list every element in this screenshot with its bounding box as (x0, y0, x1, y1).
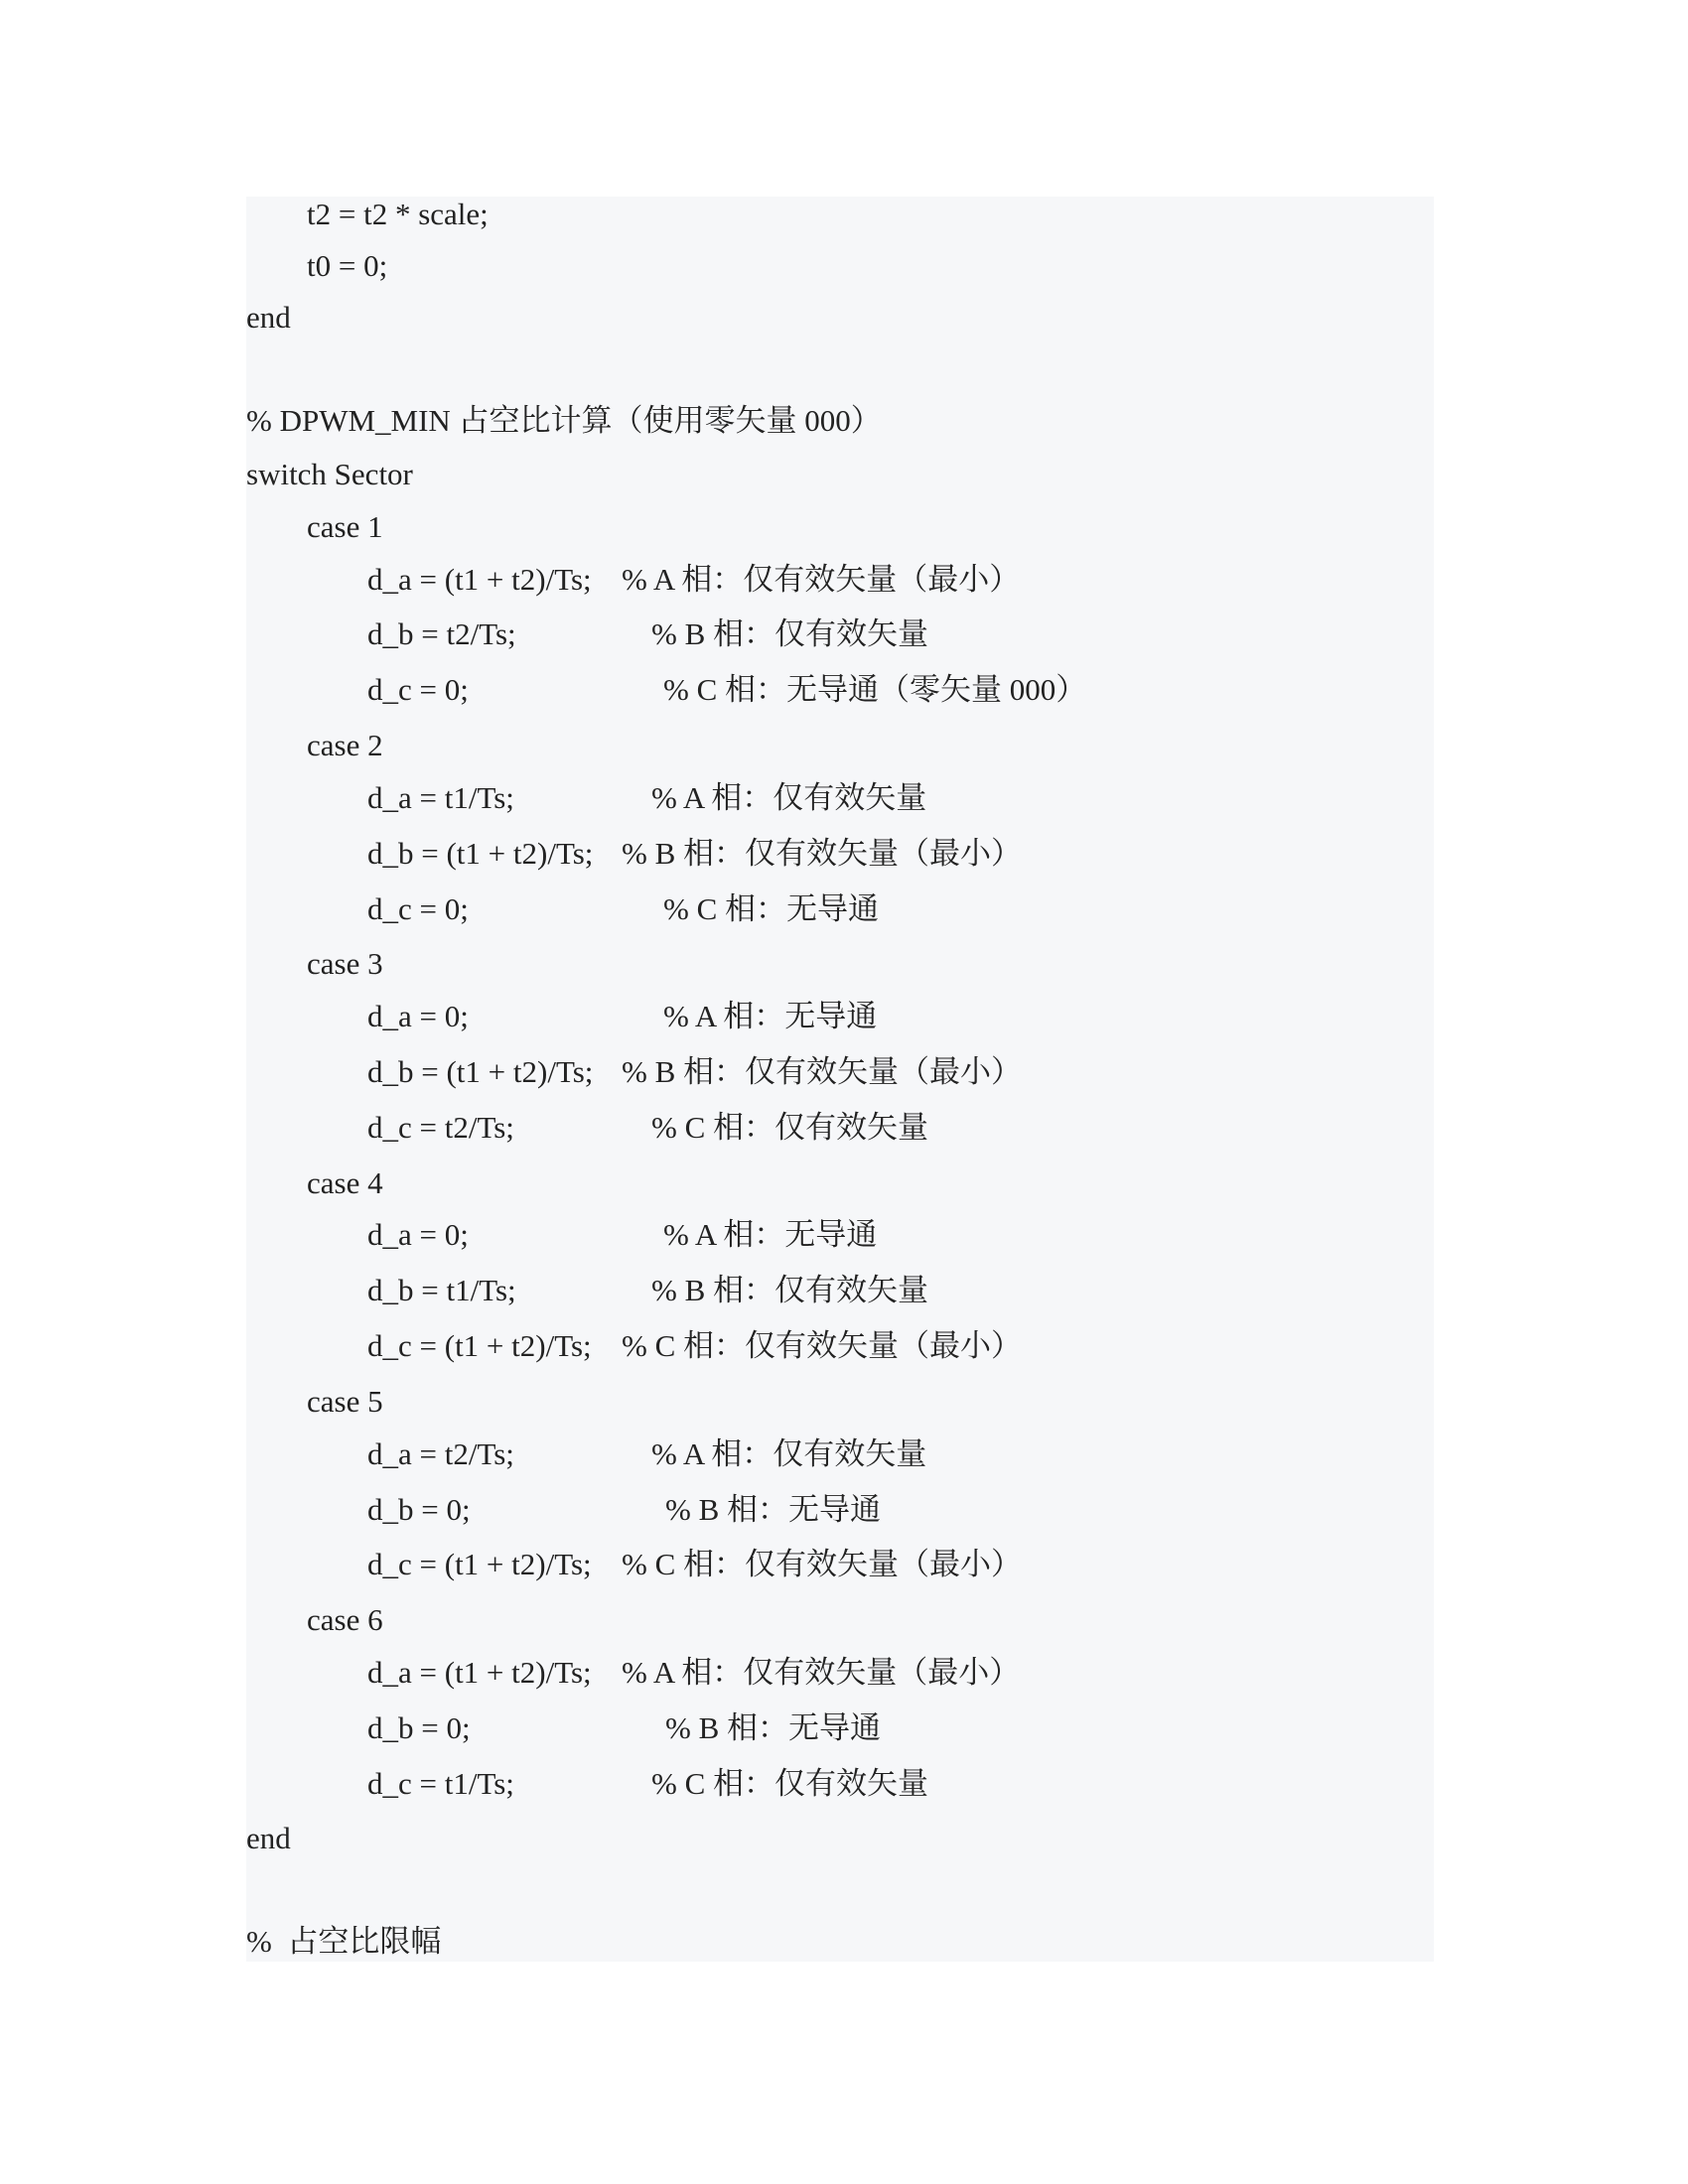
code-statement: d_c = 0; (367, 891, 469, 926)
code-statement: d_a = 0; (367, 1217, 469, 1252)
code-comment: % B 相：仅有效矢量（最小） (622, 836, 1022, 871)
code-statement: d_a = (t1 + t2)/Ts; (367, 562, 592, 597)
code-comment: % A 相：仅有效矢量 (651, 1436, 927, 1471)
code-statement: d_c = (t1 + t2)/Ts; (367, 1328, 592, 1363)
code-comment: % C 相：无导通（零矢量 000） (663, 672, 1087, 707)
code-comment: % B 相：无导通 (665, 1492, 881, 1527)
code-comment: % B 相：仅有效矢量 (651, 616, 928, 651)
code-comment: % A 相：无导通 (663, 1217, 878, 1252)
code-statement: d_c = t1/Ts; (367, 1766, 514, 1801)
code-comment: % A 相：仅有效矢量（最小） (622, 1655, 1021, 1690)
code-statement: d_b = 0; (367, 1492, 471, 1527)
code-statement: d_b = 0; (367, 1710, 471, 1745)
code-comment: % A 相：仅有效矢量 (651, 780, 927, 815)
case-label: case 2 (307, 728, 383, 762)
code-comment: % B 相：仅有效矢量 (651, 1273, 928, 1307)
code-line: t0 = 0; (307, 248, 388, 283)
case-label: case 1 (307, 509, 383, 544)
code-comment: % C 相：仅有效矢量（最小） (622, 1547, 1022, 1581)
code-line: end (246, 300, 291, 335)
code-comment: % A 相：仅有效矢量（最小） (622, 562, 1021, 597)
case-label: case 5 (307, 1384, 383, 1419)
code-line: switch Sector (246, 457, 413, 491)
code-comment-line: % DPWM_MIN 占空比计算（使用零矢量 000） (246, 403, 882, 438)
code-statement: d_c = (t1 + t2)/Ts; (367, 1547, 592, 1581)
code-comment: % C 相：仅有效矢量 (651, 1110, 928, 1145)
code-comment: % C 相：仅有效矢量（最小） (622, 1328, 1022, 1363)
code-statement: d_a = (t1 + t2)/Ts; (367, 1655, 592, 1690)
code-line: end (246, 1821, 291, 1855)
code-statement: d_a = 0; (367, 999, 469, 1033)
code-comment: % C 相：仅有效矢量 (651, 1766, 928, 1801)
code-statement: d_a = t2/Ts; (367, 1436, 514, 1471)
code-statement: d_b = t2/Ts; (367, 616, 516, 651)
code-line: t2 = t2 * scale; (307, 197, 489, 231)
code-statement: d_c = t2/Ts; (367, 1110, 514, 1145)
code-statement: d_b = (t1 + t2)/Ts; (367, 836, 594, 871)
case-label: case 6 (307, 1602, 383, 1637)
code-statement: d_a = t1/Ts; (367, 780, 514, 815)
code-statement: d_b = (t1 + t2)/Ts; (367, 1054, 594, 1089)
code-comment-line: % 占空比限幅 (246, 1924, 442, 1959)
case-label: case 4 (307, 1165, 383, 1200)
code-comment: % B 相：仅有效矢量（最小） (622, 1054, 1022, 1089)
code-statement: d_b = t1/Ts; (367, 1273, 516, 1307)
code-statement: d_c = 0; (367, 672, 469, 707)
case-label: case 3 (307, 946, 383, 981)
code-comment: % A 相：无导通 (663, 999, 878, 1033)
code-comment: % C 相：无导通 (663, 891, 879, 926)
code-comment: % B 相：无导通 (665, 1710, 881, 1745)
